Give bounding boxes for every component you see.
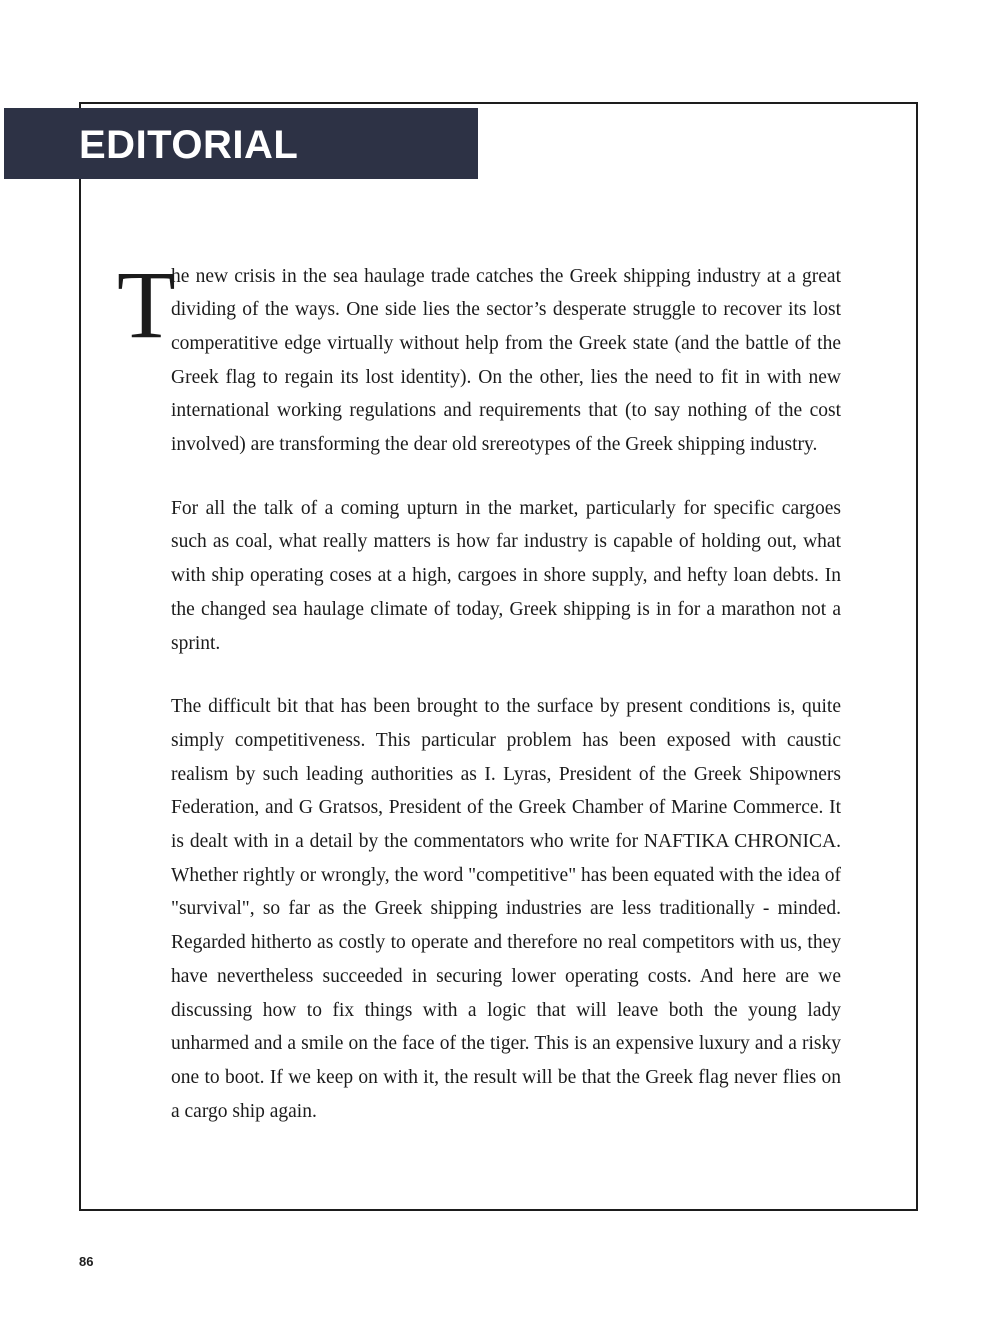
paragraph-1: [117, 250, 841, 462]
article-body: [117, 240, 841, 1158]
page-title: EDITORIAL: [79, 123, 299, 167]
paragraph-1-text: he new crisis in the sea haulage trade catches the Greek shipping industry at a great dividing of the ways. One side lies the sector’s desperate struggle to recover its lost comperatitive edge virtually without help from the Greek state (and the battle of the Greek flag to regain its lost identity). On the other, lies the need to fit in with new international working regulations and requirements that (to say nothing of the cost involved) are transforming the dear old srereotypes of the Greek shipping industry.: [171, 265, 841, 456]
page-number: 86: [79, 1254, 94, 1269]
paragraph-2: For all the talk of a coming upturn in the market, particularly for specific cargoes such as coal, what really matters is how far industry is capable of holding out, what with ship operating coses at a high, cargoes in shore supply, and hefty loan debts. In the changed sea haulage climate of today, Greek shipping is in for a marathon not a sprint.: [171, 497, 841, 654]
editorial-banner: [4, 108, 478, 179]
paragraph-3: The difficult bit that has been brought to the surface by present conditions is, quite simply competitiveness. This particular problem has been exposed with caustic realism by such leading authorities as I. Lyras, President of the Greek Shipowners Federation, and G Gratsos, President of the Greek Chamber of Marine Commerce. It is dealt with in a detail by the commentators who write for NAFTIKA CHRONICA. Whether rightly or wrongly, the word "competitive" has been equated with the idea of "survival", so far as the Greek shipping industries are less traditionally - minded. Regarded hitherto as costly to operate and therefore no real competitors with us, they have nevertheless succeeded in securing lower operating costs. And here are we discussing how to fix things with a logic that will leave both the young lady unharmed and a smile on the face of the tiger. This is an expensive luxury and a risky one to boot. If we keep on with it, the result will be that the Greek flag never flies on a cargo ship again.: [171, 696, 841, 1122]
drop-cap: T: [117, 250, 176, 358]
